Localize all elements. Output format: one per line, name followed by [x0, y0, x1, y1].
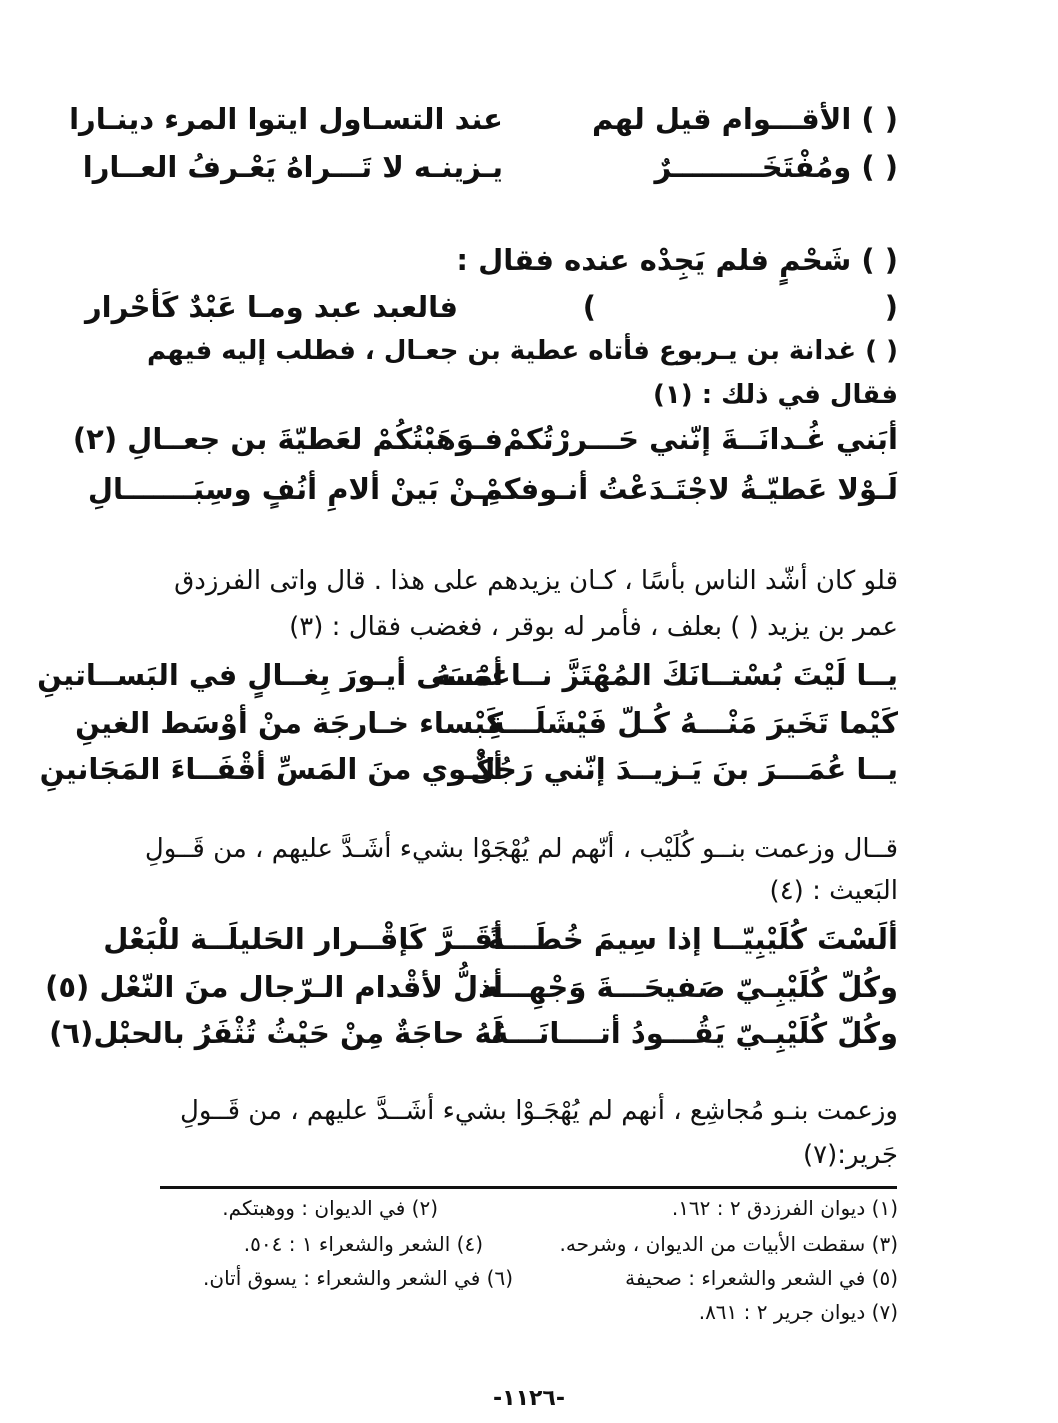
verse-7-left: أذلُّ لأقْدام الـرّجال منَ النّعْل (٥)	[45, 970, 503, 1004]
verse-8-left: لَهُ حاجَةٌ مِنْ حَيْثُ تُثْفَرُ بالحبْل(٦)	[49, 1016, 503, 1050]
verse-4-left: كَبْساء خـارجَة منْ أوْسَط الغينِ	[75, 706, 503, 740]
paren-close: )	[582, 290, 596, 324]
footnote: (٦) في الشعر والشعراء : يسوق أتان.	[203, 1266, 513, 1290]
verse-top-2-right: ( ) ومُفْتَخَـــــــــرٌ	[654, 150, 898, 184]
verse-4-right: كَيْما تَخَيرَ مَنْـــهُ كُـلّ فَيْشَلَـــةِ	[487, 706, 898, 740]
prose-line: وزعمت بنـو مُجاشِع ، أنهم لم يُهْجَـوْا بشيء أشَــدَّ عليهم ، من قَــولِ	[180, 1096, 898, 1126]
prose-line: فقال في ذلك : (١)	[653, 380, 898, 410]
footnote: (١) ديوان الفرزدق ٢ : ١٦٢.	[671, 1196, 898, 1220]
footnote-divider	[160, 1186, 897, 1189]
prose-line: قلو كان أشّد الناس بأسًا ، كـان يزيدهم على هذا . قال واتى الفرزدق	[174, 566, 898, 596]
prose-line: جَرير:(٧)	[802, 1140, 898, 1170]
footnote: (٢) في الديوان : ووهبتكم.	[222, 1196, 438, 1220]
prose-line: ( ) شَحْمٍ فلم يَجِدْه عنده فقال :	[456, 243, 898, 277]
footnote: (٥) في الشعر والشعراء : صحيفة	[625, 1266, 898, 1290]
verse-top-1-left: عند التسـاول ايتوا المرء دينـارا	[69, 102, 503, 136]
prose-line: قــال وزعمت بنــو كُلَيْب ، أنّهم لم يُهْجَوْا بشيء أشَـدَّ عليهم ، من قَــولِ	[144, 834, 898, 864]
prose-line: عمر بن يزيد ( ) بعلف ، فأمر له بوقر ، فغضب فقال : (٣)	[289, 612, 898, 642]
footnote: (٤) الشعر والشعراء ١ : ٥٠٤.	[243, 1232, 483, 1256]
verse-6-right: ألَسْتَ كُلَيْبِيّــا إذا سِيمَ خُطَـــةً	[487, 922, 898, 956]
verse-3-right: يــا لَيْتَ بُسْتــانَكَ المُهْتَزَّ نــاعمَــهُ	[434, 658, 898, 692]
verse-3-left: أمْسَى أيـورَ بِغــالٍ في البَســاتينِ	[37, 658, 503, 692]
verse-2-left: مِـنْ بَينْ ألامِ أنُفٍ وسِبَـــــــالِ	[87, 472, 503, 506]
verse-5-left: أكْـوي منَ المَسِّ أقْفَــاءَ المَجَانينِ	[39, 752, 503, 786]
verse-line: فالعبد عبد ومـا عَبْدٌ كَأحْرار	[84, 290, 458, 324]
prose-line: ( ) غدانة بن يـربوع فأتاه عطية بن جعـال ، فطلب إليه فيهم	[147, 336, 898, 366]
verse-8-right: وكُلّ كُلَيْبِـيّ يَقُـــودُ أتــــانَـــهُ	[491, 1016, 898, 1050]
paren-open: (	[884, 290, 898, 324]
verse-top-2-left: يـزينـه لا تَـــراهُ يَعْـرفُ العــارا	[82, 150, 503, 184]
verse-2-right: لَـوْلا عَطيّـةُ لاجْتَـدَعْتُ أنـوفكمْ	[480, 472, 898, 506]
footnote: (٧) ديوان جرير ٢ : ٨٦١.	[698, 1300, 898, 1324]
page-number: -١١٢٦-	[493, 1386, 565, 1411]
verse-6-left: أقَــرَّ كَإقْــرار الحَليلَــة للْبَعْل	[103, 922, 503, 956]
footnote: (٣) سقطت الأبيات من الديوان ، وشرحه.	[559, 1232, 898, 1256]
verse-1-left: فـوَهَبْتُكُمْ لعَطيّةَ بن جعــالِ (٢)	[72, 422, 503, 456]
verse-1-right: أبَني غُـدانَــةَ إنّني حَـــررْتُكمْ	[503, 422, 898, 456]
verse-top-1-right: ( ) الأقـــوام قيل لهم	[591, 102, 898, 136]
verse-7-right: وكُلّ كُلَيْبِـيّ صَفيحَـــةَ وَجْهِـــه	[480, 970, 898, 1004]
prose-line: البَعيث : (٤)	[769, 876, 898, 906]
verse-5-right: يــا عُمَـــرَ بنَ يَـزيــدَ إنّني رَجُلٌ	[470, 752, 898, 786]
